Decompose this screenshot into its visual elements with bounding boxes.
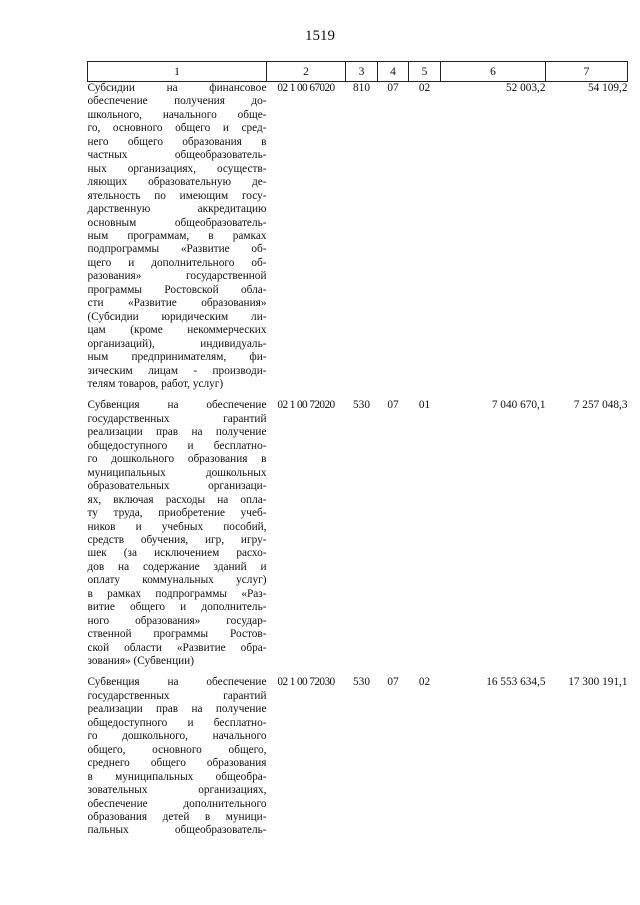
description-line: общего, основного общего,	[87, 743, 267, 756]
description-line: телям товаров, работ, услуг)	[87, 377, 224, 390]
description-line: ляющих образовательную де-	[87, 176, 267, 189]
row-description	[88, 399, 267, 676]
description-line: общедоступного и бесплатно-	[87, 716, 267, 729]
amount-column-6: 16 553 634,5	[486, 676, 546, 689]
description-line: частных общеобразователь-	[87, 149, 267, 162]
amount-column-7: 54 109,2	[587, 82, 628, 94]
row-description	[88, 82, 267, 400]
description-line: Субвенция на обеспечение	[87, 676, 267, 689]
description-line: ту труда, приобретение учеб-	[87, 507, 267, 520]
description-line: организаций), индивидуаль-	[87, 337, 267, 350]
description-line: го, основного общего и сред-	[87, 122, 267, 135]
description-line: государственных гарантий	[87, 689, 267, 702]
description-line: щего и дополнительного об-	[87, 256, 267, 269]
column-header-7: 7	[546, 62, 628, 82]
section-code: 07	[387, 676, 399, 689]
description-line: государственных гарантий	[87, 412, 267, 425]
description-line: среднего общего образования	[87, 757, 267, 770]
description-line: зования» (Субвенции)	[87, 655, 194, 668]
description-line: (Субсидии юридическим ли-	[87, 310, 267, 323]
description-line: общедоступного и бесплатно-	[87, 439, 267, 452]
description-line: средств обучения, игр, игру-	[87, 533, 267, 546]
amount-column-7: 17 300 191,1	[568, 676, 628, 689]
description-line: ным предпринимателям, фи-	[87, 351, 267, 364]
description-line: зовательных организациях,	[87, 784, 267, 797]
subsection-code: 02	[418, 82, 431, 94]
section-code: 07	[387, 82, 399, 94]
description-line: зическим лицам - производи-	[87, 364, 267, 377]
description-line: школьного, начального обще-	[87, 108, 267, 121]
description-line: ных организациях, осуществ-	[87, 162, 267, 175]
description-line: в муниципальных общеобра-	[87, 770, 267, 783]
target-code: 02 1 00 72030	[277, 676, 335, 689]
description-line: ного образования» государ-	[87, 614, 267, 627]
description-line: реализации прав на получение	[87, 426, 267, 439]
description-line: него общего образования в	[87, 135, 267, 148]
budget-table	[87, 61, 628, 846]
description-line: сти «Развитие образования»	[87, 297, 267, 310]
expense-type-code: 530	[353, 399, 370, 412]
description-line: дарственную аккредитацию	[87, 203, 267, 216]
table-row	[88, 399, 628, 676]
column-header-3: 3	[346, 62, 378, 82]
description-line: ников и учебных пособий,	[87, 520, 267, 533]
expense-type-code: 810	[353, 82, 370, 94]
expense-type-code: 530	[353, 676, 370, 689]
row-description	[88, 676, 267, 845]
description-line: шек (за исключением расхо-	[87, 547, 267, 560]
description-line: программы Ростовской обла-	[87, 283, 267, 296]
target-code: 02 1 00 72020	[277, 399, 335, 412]
column-header-2: 2	[267, 62, 346, 82]
description-line: ской области «Развитие обра-	[87, 641, 267, 654]
description-line: дов на содержание зданий и	[87, 560, 267, 573]
description-line: го дошкольного, начального	[87, 730, 267, 743]
description-line: основным общеобразователь-	[87, 216, 267, 229]
amount-column-7: 7 257 048,3	[573, 399, 628, 412]
section-code: 07	[387, 399, 399, 412]
amount-column-6: 52 003,2	[505, 82, 546, 94]
description-line: ственной программы Ростов-	[87, 628, 267, 641]
description-line: в рамках подпрограммы «Раз-	[87, 587, 267, 600]
page-number: 1519	[305, 28, 335, 44]
description-line: обеспечение дополнительного	[87, 797, 267, 810]
description-line: Субсидии на финансовое	[87, 82, 267, 94]
description-line: го дошкольного образования в	[87, 453, 267, 466]
subsection-code: 01	[418, 399, 431, 412]
description-line: обеспечение получения до-	[87, 95, 267, 108]
table-row	[88, 82, 628, 400]
description-line: подпрограммы «Развитие об-	[87, 243, 267, 256]
table-header-row	[88, 62, 628, 82]
column-header-5: 5	[409, 62, 441, 82]
description-line: образования детей в муници-	[87, 811, 267, 824]
amount-column-6: 7 040 670,1	[491, 399, 546, 412]
table-row	[88, 676, 628, 845]
description-line: разования» государственной	[87, 270, 267, 283]
description-line: муниципальных дошкольных	[87, 466, 267, 479]
column-header-1: 1	[88, 62, 267, 82]
description-line: витие общего и дополнитель-	[87, 601, 267, 614]
description-line: ятельность по имеющим госу-	[87, 189, 267, 202]
subsection-code: 02	[418, 676, 431, 689]
target-code: 02 1 00 67020	[277, 82, 335, 94]
column-header-4: 4	[378, 62, 409, 82]
description-line: Субвенция на обеспечение	[87, 399, 267, 412]
description-line: образовательных организаци-	[87, 480, 267, 493]
description-line: цам (кроме некоммерческих	[87, 324, 267, 337]
column-header-6: 6	[441, 62, 546, 82]
description-line: реализации прав на получение	[87, 703, 267, 716]
description-line: ным программам, в рамках	[87, 229, 267, 242]
description-line: ях, включая расходы на опла-	[87, 493, 267, 506]
description-line: пальных общеобразователь-	[87, 824, 267, 837]
description-line: оплату коммунальных услуг)	[87, 574, 267, 587]
